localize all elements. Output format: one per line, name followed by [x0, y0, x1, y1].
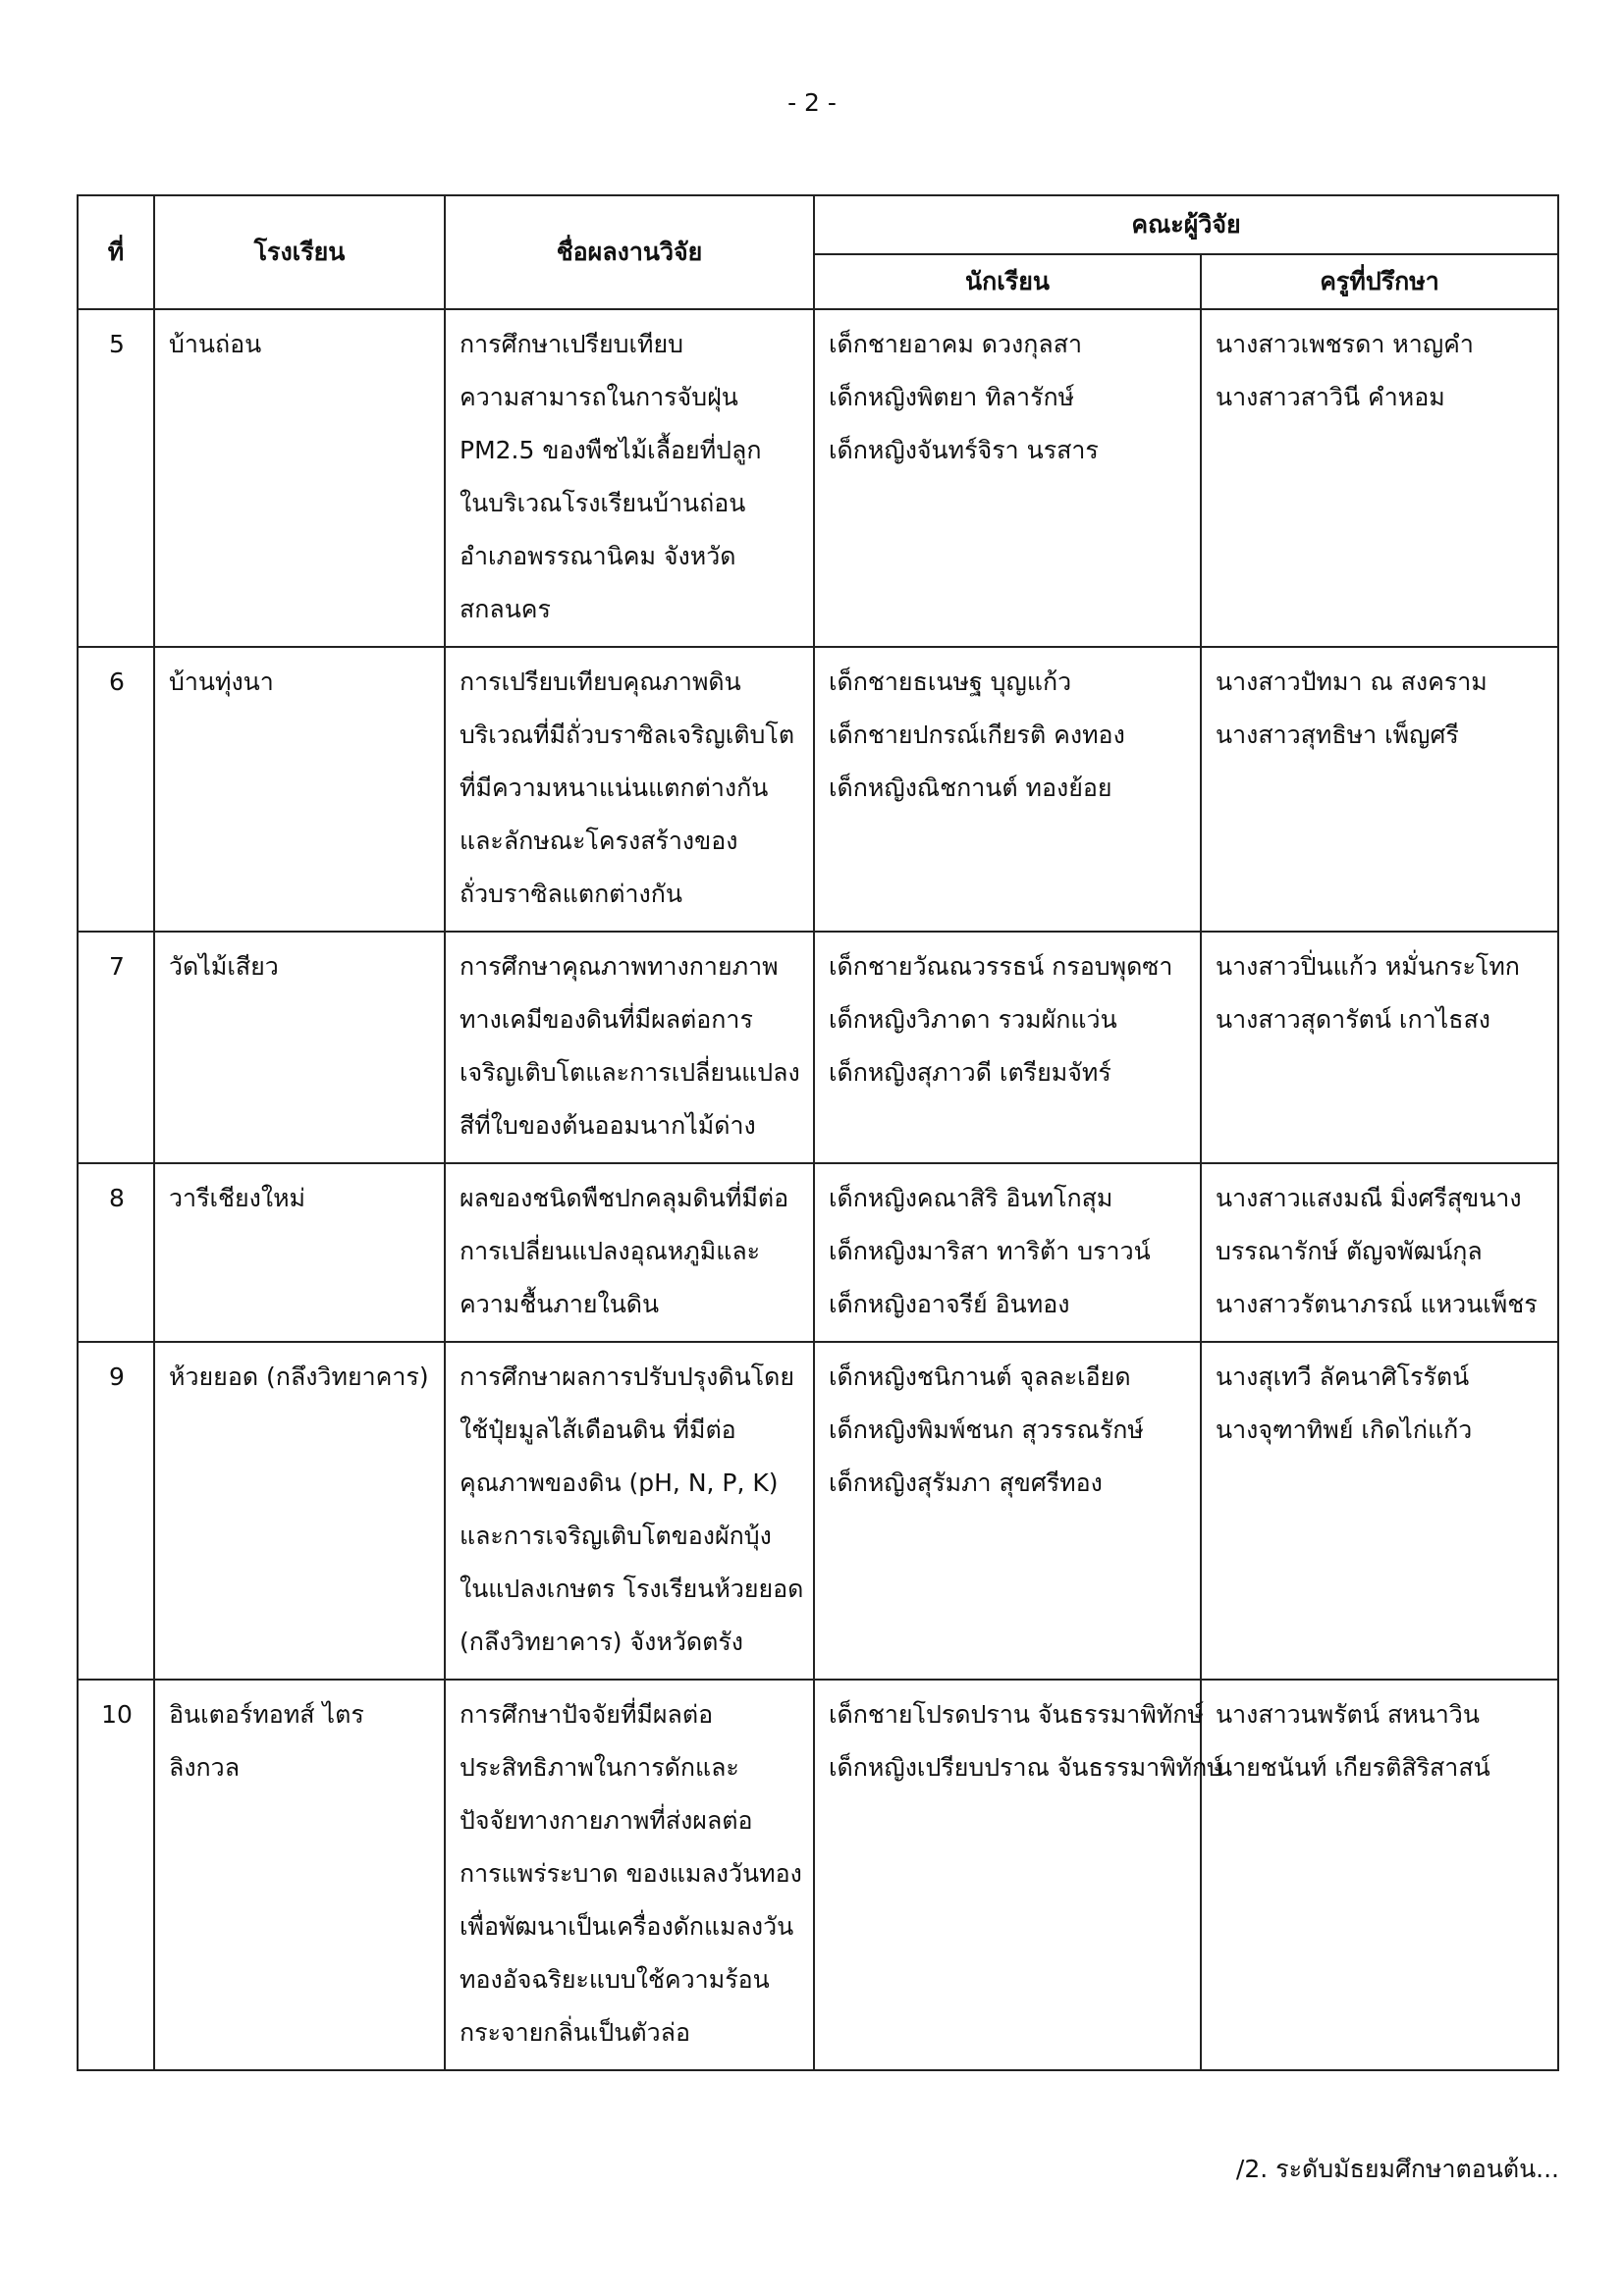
- advisors-line: บรรณารักษ์ ตัญจพัฒน์กุล: [1216, 1237, 1483, 1265]
- students-line: เด็กหญิงวิภาดา รวมผักแว่น: [829, 1005, 1117, 1034]
- research-title-line: ในแปลงเกษตร โรงเรียนห้วยยอด: [460, 1575, 804, 1603]
- research-title-line: ใช้ปุ๋ยมูลไส้เดือนดิน ที่มีต่อ: [460, 1415, 736, 1444]
- school-cell: [154, 1342, 445, 1680]
- research-title-line: การแพร่ระบาด ของแมลงวันทอง: [460, 1859, 802, 1888]
- table-row: [78, 647, 1558, 932]
- advisors-line: นางสาวนพรัตน์ สหนาวิน: [1216, 1700, 1480, 1729]
- research-title-line: ความสามารถในการจับฝุ่น: [460, 383, 738, 411]
- row-number: 7: [78, 932, 154, 1163]
- school-line: ลิงกวล: [169, 1753, 241, 1782]
- research-title-line: (กลึงวิทยาคาร) จังหวัดตรัง: [460, 1628, 743, 1656]
- school-line: วัดไม้เสียว: [169, 952, 279, 981]
- advisors-cell: [1201, 647, 1558, 932]
- students-line: เด็กหญิงพิตยา ทิลารักษ์: [829, 383, 1075, 411]
- row-number: 8: [78, 1163, 154, 1342]
- research-title-cell: [445, 647, 814, 932]
- research-title-line: ความชื้นภายในดิน: [460, 1290, 660, 1318]
- advisors-line: นางสาวปัทมา ณ สงคราม: [1216, 667, 1488, 696]
- table-row: [78, 1163, 1558, 1342]
- table-header: [78, 195, 1558, 309]
- advisors-line: นางสาวสุดารัตน์ เกาไธสง: [1216, 1005, 1490, 1034]
- table-row: [78, 932, 1558, 1163]
- research-title-line: เจริญเติบโตและการเปลี่ยนแปลง: [460, 1058, 800, 1087]
- header-school: โรงเรียน: [154, 195, 445, 309]
- research-title-line: ถั่วบราซิลแตกต่างกัน: [460, 880, 682, 908]
- research-title-line: ผลของชนิดพืชปกคลุมดินที่มีต่อ: [460, 1184, 789, 1212]
- advisors-cell: [1201, 1342, 1558, 1680]
- students-line: เด็กหญิงพิมพ์ชนก สุวรรณรักษ์: [829, 1415, 1144, 1444]
- research-title-line: การศึกษาปัจจัยที่มีผลต่อ: [460, 1700, 714, 1729]
- advisors-line: นางสุเทวี ลัคนาศิโรรัตน์: [1216, 1362, 1470, 1391]
- school-line: บ้านถ่อน: [169, 330, 262, 358]
- research-title-line: การศึกษาคุณภาพทางกายภาพ: [460, 952, 779, 981]
- students-line: เด็กชายอาคม ดวงกุลสา: [829, 330, 1083, 358]
- students-line: เด็กหญิงชนิกานต์ จุลละเอียด: [829, 1362, 1131, 1391]
- header-research-team: คณะผู้วิจัย: [814, 195, 1558, 254]
- school-line: บ้านทุ่งนา: [169, 667, 274, 696]
- advisors-line: นางสาวรัตนาภรณ์ แหวนเพ็ชร: [1216, 1290, 1538, 1318]
- school-line: อินเตอร์ทอทส์ ไตร: [169, 1700, 364, 1729]
- research-title-cell: [445, 309, 814, 647]
- continuation-note: /2. ระดับมัธยมศึกษาตอนต้น...: [1235, 2155, 1559, 2183]
- research-title-line: อำเภอพรรณานิคม จังหวัด: [460, 542, 736, 570]
- header-advisors: ครูที่ปรึกษา: [1201, 254, 1558, 309]
- research-title-line: การศึกษาเปรียบเทียบ: [460, 330, 684, 358]
- students-cell: [814, 1342, 1201, 1680]
- research-title-line: ปัจจัยทางกายภาพที่ส่งผลต่อ: [460, 1806, 753, 1835]
- advisors-line: นางสาวแสงมณี มิ่งศรีสุขนาง: [1216, 1184, 1522, 1212]
- students-line: เด็กหญิงณิชกานต์ ทองย้อย: [829, 774, 1112, 802]
- students-line: เด็กหญิงจันทร์จิรา นรสาร: [829, 436, 1099, 464]
- table-body: [78, 309, 1558, 2070]
- advisors-line: นางสาวเพชรดา หาญคำ: [1216, 330, 1474, 358]
- row-number: 5: [78, 309, 154, 647]
- research-title-line: คุณภาพของดิน (pH, N, P, K): [460, 1468, 779, 1497]
- students-cell: [814, 932, 1201, 1163]
- students-cell: [814, 1680, 1223, 2070]
- table-row: [78, 1680, 1558, 2070]
- page-number: - 2 -: [787, 88, 837, 117]
- students-cell: [814, 309, 1201, 647]
- research-title-line: การศึกษาผลการปรับปรุงดินโดย: [460, 1362, 795, 1391]
- research-title-line: เพื่อพัฒนาเป็นเครื่องดักแมลงวัน: [460, 1912, 794, 1941]
- students-line: เด็กหญิงสุภาวดี เตรียมจัทร์: [829, 1058, 1111, 1087]
- students-line: เด็กชายโปรดปราน จันธรรมาพิทักษ์: [829, 1700, 1204, 1729]
- research-title-line: และลักษณะโครงสร้างของ: [460, 827, 738, 855]
- header-no: ที่: [78, 195, 154, 309]
- table-row: [78, 1342, 1558, 1680]
- school-cell: [154, 647, 445, 932]
- students-line: เด็กหญิงมาริสา ทาริต้า บราวน์: [829, 1237, 1151, 1265]
- school-line: วารีเชียงใหม่: [169, 1184, 306, 1212]
- advisors-line: นางสาวปิ่นแก้ว หมั่นกระโทก: [1216, 952, 1520, 981]
- research-title-cell: [445, 932, 814, 1163]
- research-table: [77, 194, 1559, 2071]
- research-title-cell: [445, 1163, 814, 1342]
- school-cell: [154, 1680, 445, 2070]
- research-title-line: บริเวณที่มีถั่วบราซิลเจริญเติบโต: [460, 721, 795, 749]
- row-number: 10: [78, 1680, 154, 2070]
- students-cell: [814, 1163, 1201, 1342]
- research-title-line: ทองอัจฉริยะแบบใช้ความร้อน: [460, 1965, 770, 1994]
- advisors-cell: [1201, 932, 1558, 1163]
- research-title-cell: [445, 1342, 814, 1680]
- research-title-cell: [445, 1680, 814, 2070]
- header-title: ชื่อผลงานวิจัย: [445, 195, 814, 309]
- research-title-line: ประสิทธิภาพในการดักและ: [460, 1753, 739, 1782]
- school-cell: [154, 932, 445, 1163]
- table-row: [78, 309, 1558, 647]
- school-line: ห้วยยอด (กลึงวิทยาคาร): [169, 1362, 429, 1391]
- advisors-line: นางสาวสุทธิษา เพ็ญศรี: [1216, 721, 1459, 749]
- students-line: เด็กหญิงคณาสิริ อินทโกสุม: [829, 1184, 1113, 1212]
- research-title-line: กระจายกลิ่นเป็นตัวล่อ: [460, 2018, 690, 2047]
- students-line: เด็กชายปกรณ์เกียรติ คงทอง: [829, 721, 1125, 749]
- research-title-line: และการเจริญเติบโตของผักบุ้ง: [460, 1522, 772, 1550]
- research-title-line: PM2.5 ของพืชไม้เลื้อยที่ปลูก: [460, 436, 762, 464]
- row-number: 9: [78, 1342, 154, 1680]
- research-title-line: ที่มีความหนาแน่นแตกต่างกัน: [460, 774, 769, 802]
- school-cell: [154, 309, 445, 647]
- advisors-cell: [1201, 1163, 1558, 1342]
- advisors-line: นายชนันท์ เกียรติสิริสาสน์: [1216, 1753, 1490, 1782]
- students-line: เด็กหญิงเปรียบปราณ จันธรรมาพิทักษ์: [829, 1753, 1223, 1782]
- research-title-line: ในบริเวณโรงเรียนบ้านถ่อน: [460, 489, 746, 517]
- school-cell: [154, 1163, 445, 1342]
- research-title-line: ทางเคมีของดินที่มีผลต่อการ: [460, 1005, 753, 1034]
- header-students: นักเรียน: [814, 254, 1201, 309]
- advisors-line: นางจุฑาทิพย์ เกิดไก่แก้ว: [1216, 1415, 1473, 1444]
- row-number: 6: [78, 647, 154, 932]
- research-title-line: การเปรียบเทียบคุณภาพดิน: [460, 667, 741, 696]
- students-line: เด็กชายวัณณวรรธน์ กรอบพุดซา: [829, 952, 1173, 981]
- research-title-line: สีที่ใบของต้นออมนากไม้ด่าง: [460, 1111, 756, 1140]
- research-title-line: การเปลี่ยนแปลงอุณหภูมิและ: [460, 1237, 761, 1265]
- advisors-cell: [1201, 309, 1558, 647]
- students-line: เด็กชายธเนษฐ บุญแก้ว: [829, 667, 1072, 696]
- students-cell: [814, 647, 1201, 932]
- students-line: เด็กหญิงอาจรีย์ อินทอง: [829, 1290, 1070, 1318]
- research-title-line: สกลนคร: [460, 595, 551, 623]
- students-line: เด็กหญิงสุรัมภา สุขศรีทอง: [829, 1468, 1103, 1497]
- advisors-cell: [1201, 1680, 1558, 2070]
- advisors-line: นางสาวสาวินี คำหอม: [1216, 383, 1445, 411]
